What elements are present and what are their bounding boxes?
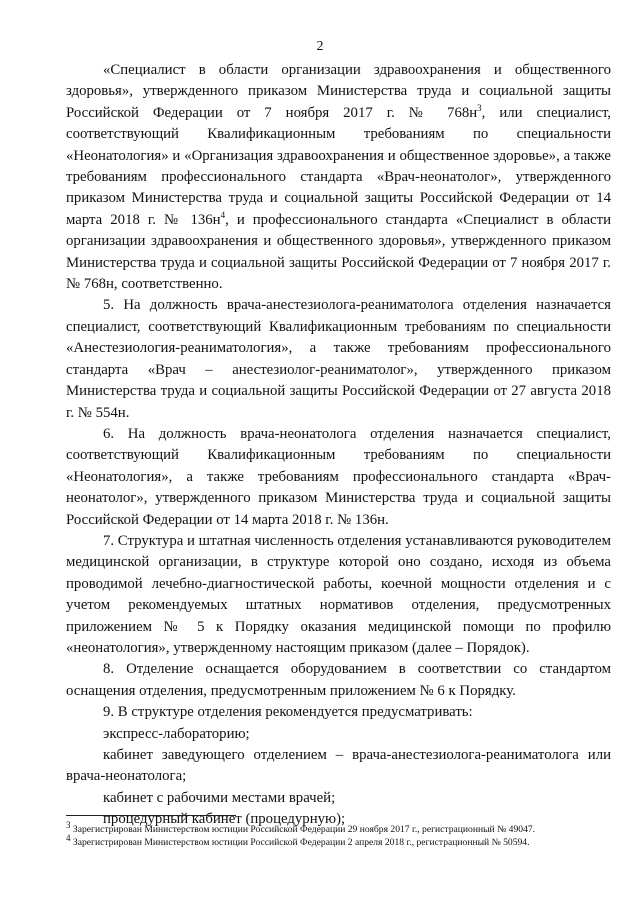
list-item bbox=[66, 745, 611, 788]
paragraph bbox=[66, 295, 611, 423]
footnote-divider bbox=[66, 815, 236, 816]
footnote-text: Зарегистрирован Министерством юстиции Российской Федерации 2 апреля 2018 г., регистрационный № 50594. bbox=[72, 837, 530, 848]
text-run: 6. На должность врача-неонатолога отделения назначается специалист, соответствующий Квалификационным требованиям по специальности «Неонатология», а также требованиям профессионального стандарта «Врач-неонатолог», утвержденного приказом Министерства труда и социальной защиты Российской Федерации от 14 марта 2018 г. № 136н. bbox=[66, 425, 611, 528]
text-run: , или специалист, соответствующий Квалификационным требованиям по специальности «Неонатология» и «Организация здравоохранения и общественное здоровье», а также требованиям профессионального стандарта «Врач-неонатолог», утвержденного приказом Министерства труда и социальной защиты Российской Федерации от 14 марта 2018 г. № 136н bbox=[66, 104, 611, 228]
footnote-text: Зарегистрирован Министерством юстиции Российской Федерации 29 ноября 2017 г., регистрационный № 49047. bbox=[72, 824, 536, 835]
text-run: «Специалист в области организации здравоохранения и общественного здоровья», утвержденного приказом Министерства труда и социальной защиты Российской Федерации от 7 ноября 2017 г. № 768н bbox=[66, 62, 611, 121]
body-text bbox=[66, 60, 611, 831]
footnote-mark: 3 bbox=[66, 819, 71, 830]
paragraph bbox=[66, 531, 611, 659]
text-run: 8. Отделение оснащается оборудованием в соответствии со стандартом оснащения отделения, предусмотренным приложением № 6 к Порядку. bbox=[66, 661, 611, 699]
footnote-mark: 4 bbox=[66, 832, 71, 843]
list-item bbox=[66, 788, 611, 809]
text-run: 9. В структуре отделения рекомендуется предусматривать: bbox=[103, 704, 473, 721]
text-run: , и профессионального стандарта «Специалист в области организации здравоохранения и общественного здоровья», утвержденного приказом Министерства труда и социальной защиты Российской Федерации от 7 ноября 2017 г. № 768н, соответственно. bbox=[66, 211, 611, 293]
text-run: экспресс-лабораторию; bbox=[103, 725, 250, 742]
paragraph bbox=[66, 60, 611, 295]
footnote bbox=[66, 832, 626, 849]
paragraph bbox=[66, 424, 611, 531]
paragraph bbox=[66, 659, 611, 702]
list-item bbox=[66, 724, 611, 745]
text-run: 7. Структура и штатная численность отделения устанавливаются руководителем медицинской организации, в структуре которой оно создано, исходя из объема проводимой лечебно-диагностической работы, коечной мощности отделения и с учетом рекомендуемых штатных нормативов отделения, предусмотренных приложением № 5 к Порядку оказания медицинской помощи по профилю «неонатология», утвержденному настоящим приказом (далее – Порядок). bbox=[66, 532, 611, 656]
text-run: процедурный кабинет (процедурную); bbox=[103, 811, 346, 828]
footnote-reference: 3 bbox=[477, 102, 482, 113]
text-run: 5. На должность врача-анестезиолога-реаниматолога отделения назначается специалист, соответствующий Квалификационным требованиям по специальности «Анестезиология-реаниматология», а также требованиям профессионального стандарта «Врач – анестезиолог-реаниматолог», утвержденного приказом Министерства труда и социальной защиты Российской Федерации от 27 августа 2018 г. № 554н. bbox=[66, 297, 611, 421]
paragraph bbox=[66, 702, 611, 723]
footnote-reference: 4 bbox=[220, 209, 226, 220]
text-run: кабинет заведующего отделением – врача-анестезиолога-реаниматолога или врача-неонатолога; bbox=[66, 747, 611, 785]
page-number: 2 bbox=[316, 39, 324, 54]
text-run: кабинет с рабочими местами врачей; bbox=[103, 789, 336, 806]
